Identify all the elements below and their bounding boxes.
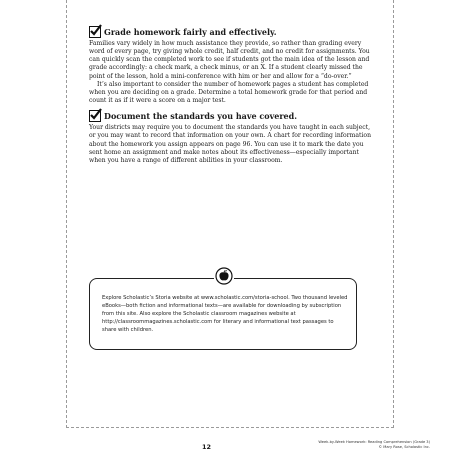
credit-line [300, 440, 430, 450]
credit-copyright: © Mary Rose, Scholastic Inc. [378, 445, 430, 449]
heading-text: Grade homework fairly and effectively. [104, 27, 277, 37]
section-heading-document-standards [89, 110, 373, 122]
main-content [89, 26, 373, 165]
page-number: 12 [202, 443, 212, 451]
heading-text: Document the standards you have covered. [104, 111, 298, 122]
callout-text: Explore Scholastic’s Storia website at www.scholastic.com/storia-school. Two thousand leveled eBooks—both fiction and informational texts—are available for downloading by subscription from this site. Also explore the Scholastic classroom magazines website at http://classroommagazines.scholastic.com for literary and informational text passages to share with children. [102, 295, 348, 334]
apple-icon [214, 266, 234, 286]
credit-title: Week-by-Week Homework: Reading Comprehension (Grade 3) [318, 440, 430, 444]
section-heading-grade-homework [89, 26, 373, 38]
paragraph: It’s also important to consider the number of homework pages a student has completed when you are deciding on a grade. Determine a total homework grade for that period and count it as if it were a score on a major test. [89, 80, 369, 105]
checkbox-icon [89, 110, 101, 122]
checkbox-icon [89, 26, 101, 38]
paragraph: Families vary widely in how much assistance they provide, so rather than grading every word of every page, try giving whole credit, half credit, and no credit for assignments. You can quickly scan the completed work to see if students got the main idea of the lesson and grade accordingly: a check mark, a check minus, or an X. If a student clearly missed the point of the lesson, hold a mini-conference with him or her and allow for a “do-over.” [89, 40, 370, 80]
paragraph: Your districts may require you to document the standards you have taught in each subject, or you may want to record that information on your own. A chart for recording information about the homework you assign appears on page 96. You can use it to mark the date you sent home an assignment and make notes about its effectiveness—especially important when you have a range of different abilities in your classroom. [89, 124, 372, 164]
